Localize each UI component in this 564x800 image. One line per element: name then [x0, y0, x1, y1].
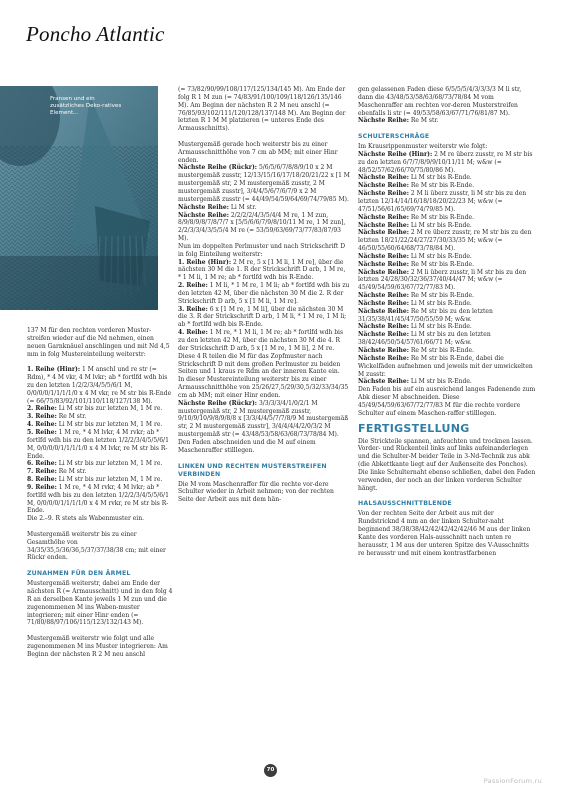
- section-heading: ZUNAHMEN FÜR DEN ÄRMEL: [27, 570, 131, 578]
- paragraph: gen gelassenen Faden diese 6/5/5/5/4/3/3/3/3 M li str, dann die 43/48/53/58/63/68/73/78/84 M vom Maschenraffer am rechten vor-deren Musterstreifen ebenfalls li str (= 49/53/58/63/67/71/76/81/87 M).: [358, 86, 522, 117]
- row-label: Nächste Reihe:: [358, 331, 409, 339]
- row-label: Nächste Reihe:: [358, 378, 409, 386]
- row-label: Nächste Reihe:: [358, 229, 409, 237]
- paragraph: Den Faden bis auf ein ausreichend langes Fadenende zum Abk dieser M abschneiden. Diese 45/49/54/59/63/67/72/77/83 M für die rechte vordere Schulter auf einem Maschen-raffer stilllegen.: [358, 386, 536, 417]
- row-text: 2/2/2/2/4/3/5/4/4 M re, 1 M zun, 8/9/8/9/8/7/8/7/7 x [5/5/6/6/7/9/8/10/11 M re, 1 M zun], 2/2/3/3/4/3/5/5/4 M re (= 53/59/63/69/73/77/83/87/93 M).: [178, 211, 346, 243]
- row-text: Re M str.: [58, 468, 87, 476]
- row-text: Re M str bis R-Ende, dabei die Wickelfäden aufnehmen und jeweils mit der umwickelten M zusstr.: [358, 354, 533, 378]
- row-label: 1. Reihe (Hinr):: [27, 366, 81, 374]
- intro-paragraph: 137 M für den rechten vorderen Muster-streifen wieder auf die Nd nehmen, einen neuen Garnknäuel anschlingen und mit Nd 4,5 mm in folg Mustereinteilung weiterstr:: [27, 327, 170, 358]
- row-label: 1. Reihe (Hinr):: [178, 258, 232, 266]
- row-text: 3/3/3/3/4/1/0/2/1 M mustergemäß str, 2 M mustergemäß zusstr, 9/10/9/10/9/8/9/8/8 x [3/3/4/4/5/7/7/8/9 M mustergemäß str, 2 M mustergemäß zusstr], 3/4/4/4/4/2/0/3/2 M mustergemäß str (= 43/48/53/58/63/68/73/78/84 M).: [178, 399, 349, 439]
- row-text: 2 M li überz zusstr, li M str bis zu den letzten 24/28/30/32/36/37/40/44/47 M; w&w (= 45/49/54/59/63/67/72/77/83 M).: [358, 268, 527, 292]
- row-list: [27, 366, 173, 523]
- row-text: Re M str bis R-Ende.: [410, 347, 474, 354]
- paragraph: In dieser Mustereinteilung weiterstr bis zu einer Armausschnitthöhe von 25/26/27,5/29/30,5/32/33/34/35 cm ab MM; mit einer Hinr enden.: [178, 376, 349, 399]
- row-text: 2 M re überz zusstr, re M str bis zu den letzten 18/21/22/24/27/27/30/33/35 M; w&w (= 46/50/55/60/64/68/73/78/84 M).: [358, 229, 532, 253]
- row-label: 2. Reihe:: [27, 405, 57, 413]
- row-text: Re M str.: [58, 413, 87, 421]
- page-title: Poncho Atlantic: [26, 22, 165, 46]
- row-label: Nächste Reihe:: [358, 174, 409, 182]
- row-label: 9. Reihe:: [27, 483, 57, 491]
- paragraph: Die linke Schulternaht ebenso schließen, dabei den Faden verwenden, der noch an der linken vorderen Schulter hängt.: [358, 468, 536, 492]
- row-label: Nächste Reihe (Hinr):: [358, 150, 433, 158]
- paragraph: Mustergemäß weiterstr, dabei am Ende der nächsten R (= Armausschnitt) und in den folg 4 R an derselben Kante jeweils 1 M zun und die zugenommenen M ins Waben-muster integrieren; mit einer Hinr enden (= 71/80/88/97/106/115/123/132/143 M).: [27, 580, 173, 627]
- row-label: Nächste Reihe:: [178, 203, 229, 211]
- row-text: Re M str bis zu den letzten 31/35/38/41/45/47/50/55/59 M; w&w.: [358, 307, 493, 323]
- row-label: 3. Reihe:: [27, 413, 57, 421]
- row-label: Nächste Reihe:: [358, 299, 409, 307]
- paragraph: Die Strickteile spannen, anfeuchten und trocknen lassen.: [358, 437, 533, 445]
- row-label: Nächste Reihe:: [358, 347, 409, 354]
- row-text: 2 M re überz zusstr, re M str bis zu den letzten 6/7/7/8/9/9/10/11/11 M; w&w (= 48/52/57/62/66/70/75/80/86 M).: [358, 150, 533, 174]
- row-label: 3. Reihe:: [178, 305, 208, 313]
- row-label: 6. Reihe:: [27, 460, 57, 468]
- paragraph: Die M vom Maschenraffer für die rechte vor-dere Schulter wieder in Arbeit nehmen; von der rechten Seite der Arbeit aus mit dem hän-: [178, 480, 334, 504]
- row-text: 1 M re, * 4 M rvkr, 4 M lvkr; ab * fortlfd wdh bis zu den letzten 1/2/2/3/4/5/5/6/1 M, 0/0/0/0/1/1/1/1/0 x 4 M rvkr, re M str bis R-Ende.: [27, 483, 169, 515]
- paragraph: Nun im doppelten Perlmuster und nach Strickschrift D in folg Einteilung weiterstr:: [178, 242, 346, 258]
- row-label: 7. Reihe:: [27, 468, 57, 476]
- row-label: Nächste Reihe:: [358, 252, 409, 260]
- paragraph: Mustergemäß weiterstr wie folgt und alle zugenommenen M ins Muster integrieren: Am Beginn der nächsten R 2 M neu anschl: [27, 635, 168, 658]
- paragraph: Vorder- und Rückenteil links auf links aufeinanderlegen und die Schulter-M beider Teile in 3-Nd-Technik zus abk (die Abkettkante liegt auf der Außenseite des Ponchos).: [358, 445, 530, 469]
- page-number: 70: [264, 764, 277, 777]
- row-label: Nächste Reihe:: [358, 292, 409, 300]
- row-text: Li M str bis zur letzten M, 1 M re.: [58, 476, 163, 484]
- photo-caption: Fransen und ein zusätzliches Deko-ratives Element...: [50, 96, 122, 116]
- paragraph: Mustergemäß weiterstr bis zu einer Gesamthöhe von 34/35/35,5/36/36,5/37/37/38/38 cm; mit einer Rückr enden.: [27, 530, 166, 562]
- row-text: 5/6/5/6/7/8/8/9/10 x 2 M mustergemäß zusstr, 12/13/15/16/17/18/20/21/22 x [1 M mustergemäß str, 2 M mustergemäß zusstr, 2 M mustergemäß zusstr], 3/4/4/5/6/7/6/7/9 x 2 M mustergemäß zusstr (= 44/49/54/59/64/69/74/79/85 M).: [178, 164, 350, 203]
- poncho-photo: [0, 86, 158, 310]
- row-label: Nächste Reihe:: [358, 354, 409, 362]
- row-label: Nächste Reihe:: [358, 323, 409, 331]
- row-text: 6 x [1 M re, 1 M li], über die nächsten 30 M die 3. R der Strickschrift D arb, 1 M li, * 1 M re, 1 M li; ab * fortlfd wdh bis R-Ende.: [178, 305, 347, 329]
- row-label: Nächste Reihe (Rückr):: [178, 164, 258, 172]
- row-text: Li M str bis zur letzten M, 1 M re.: [58, 421, 163, 429]
- row-text: Re M str.: [410, 117, 439, 125]
- paragraph: Diese 4 R teilen die M für das Zopfmuster nach Strickschrift D mit dem großen Perlmuster zu beiden Seiten und 1 kraus re Rdm an der inneren Kante ein.: [178, 352, 341, 376]
- row-text: 1 M re, * 4 M lvkr, 4 M rvkr; ab * fortlfd wdh bis zu den letzten 1/2/2/3/4/5/5/6/1 M, 0/0/0/0/1/1/1/1/0 x 4 M lvkr, re M str bis R-Ende.: [27, 428, 169, 460]
- section-heading: LINKEN UND RECHTEN MUSTERSTREIFEN VERBINDEN: [178, 462, 327, 478]
- row-label: Nächste Reihe:: [358, 117, 409, 125]
- row-label: 5. Reihe:: [27, 428, 57, 436]
- section-heading-large: FERTIGSTELLUNG: [358, 421, 470, 435]
- row-text: Re M str bis R-Ende.: [410, 292, 474, 300]
- row-text: Li M str bis zur letzten M, 1 M re.: [58, 405, 163, 413]
- column-left: [27, 327, 173, 666]
- row-label: Nächste Reihe:: [178, 211, 229, 219]
- paragraph: Im Krausrippenmuster weiterstr wie folgt:: [358, 143, 488, 151]
- column-middle: [178, 86, 350, 504]
- row-label: Nächste Reihe:: [358, 182, 409, 190]
- paragraph: Von der rechten Seite der Arbeit aus mit der Rundstricknd 4 mm an der linken Schulter-naht beginnend 38/38/38/42/42/42/42/42/46 M aus der linken Kante des vorderen Hals-ausschnitt nach unten re herausstr, 1 M aus der unteren Spitze des V-Ausschnitts re herausstr und mit einem kontrastfarbenen: [358, 510, 531, 557]
- row-note: Die 2.–9. R stets als Wabenmuster ein.: [27, 515, 144, 523]
- row-text: Li M str bis R-Ende.: [410, 299, 472, 307]
- row-text: Re M str bis R-Ende.: [410, 182, 474, 190]
- watermark: PassionForum.ru: [483, 777, 542, 785]
- row-label: Nächste Reihe:: [358, 268, 409, 276]
- row-text: Li M str.: [230, 203, 257, 211]
- row-text: 1 M re, * 1 M li, 1 M re; ab * fortlfd wdh bis zu den letzten 42 M, über die nächsten 30 M die 4. R der Strickschrift D arb, 5 x [1 M re, 1 M li], 2 M re.: [178, 329, 344, 352]
- row-text: Li M str bis R-Ende.: [410, 323, 472, 331]
- row-text: Re M str bis R-Ende.: [410, 260, 474, 268]
- row-text: 1 M anschl und re str (= Rdm), * 4 M vkr, 4 M lvkr; ab * fortlfd wdh bis zu den letzten 1/2/2/3/4/5/5/6/1 M, 0/0/0/0/1/1/1/1/0 x 4 M vkr, re M str bis R-Ende (= 66/75/83/92/101/110/118/127/138 M).: [27, 366, 172, 405]
- row-text: 2 M re, 5 x [1 M li, 1 M re], über die nächsten 30 M die 1. R der Strickschrift D arb, 1 M re, * 1 M li, 1 M re; ab * fortlfd wdh bis R-Ende.: [178, 258, 346, 282]
- row-label: Nächste Reihe (Rückr):: [178, 399, 258, 407]
- row-label: Nächste Reihe:: [358, 213, 409, 221]
- row-label: 2. Reihe:: [178, 282, 208, 290]
- row-text: 1 M li, * 1 M re, 1 M li; ab * fortlfd wdh bis zu den letzten 42 M, über die nächsten 30 M die 2. R der Strickschrift D arb, 5 x [1 M li, 1 M re].: [178, 282, 350, 305]
- row-text: Li M str bis R-Ende.: [410, 252, 472, 260]
- section-heading: SCHULTERSCHRÄGE: [358, 133, 430, 141]
- paragraph: Mustergemäß gerade hoch weiterstr bis zu einer Armausschnitthöhe von 7 cm ab MM; mit einer Hinr enden.: [178, 140, 338, 164]
- row-label: 4. Reihe:: [27, 421, 57, 429]
- row-text: Li M str bis zu den letzten 38/42/46/50/54/57/61/66/71 M; w&w.: [358, 331, 491, 347]
- section-heading: HALSAUSSCHNITTBLENDE: [358, 500, 452, 508]
- row-text: Li M str bis R-Ende.: [410, 221, 472, 229]
- row-text: Re M str bis R-Ende.: [410, 213, 474, 221]
- column-right: [358, 86, 536, 557]
- row-label: 8. Reihe:: [27, 476, 57, 484]
- row-label: Nächste Reihe:: [358, 221, 409, 229]
- paragraph: Den Faden abschneiden und die M auf einem Maschenraffer stilllegen.: [178, 438, 316, 454]
- poncho-photo-image: [0, 86, 158, 310]
- row-label: Nächste Reihe:: [358, 190, 409, 198]
- row-label: Nächste Reihe:: [358, 260, 409, 268]
- row-text: Li M str bis R-Ende.: [410, 378, 472, 386]
- paragraph: (= 73/82/90/99/108/117/125/134/145 M). Am Ende der folg R 1 M zun (= 74/83/91/100/109/118/126/135/146 M). Am Beginn der nächsten R 2 M neu anschl (= 76/85/93/102/111/120/128/137/148 M). Am Beginn der letzten R 1 M M platzieren (= unteres Ende des Armausschnitts).: [178, 86, 346, 133]
- row-text: Li M str bis R-Ende.: [410, 174, 472, 182]
- row-text: Li M str bis zur letzten M, 1 M re.: [58, 460, 163, 468]
- row-label: Nächste Reihe:: [358, 307, 409, 315]
- row-label: 4. Reihe:: [178, 329, 208, 337]
- row-text: 2 M li überz zusstr, li M str bis zu den letzten 12/14/14/16/18/18/20/22/23 M; w&w (= 47/51/56/61/65/69/74/79/85 M).: [358, 190, 527, 213]
